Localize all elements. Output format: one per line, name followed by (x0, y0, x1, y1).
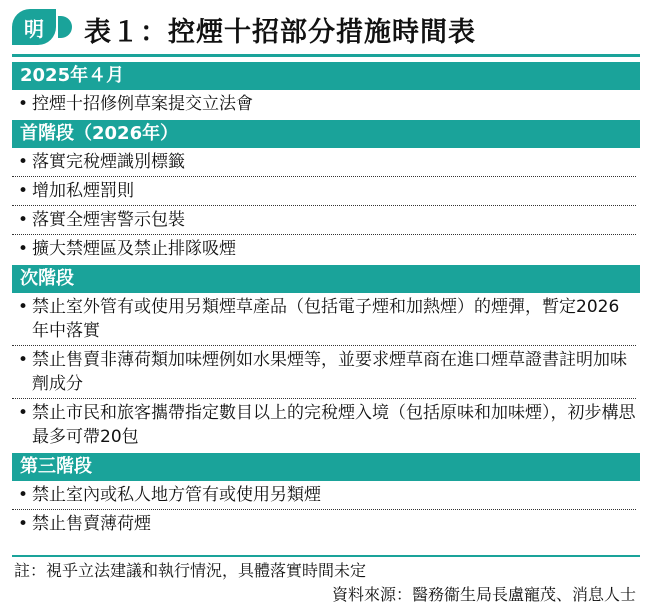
list-item (12, 293, 636, 346)
item-text: 禁止售賣非薄荷類加味煙例如水果煙等，並要求煙草商在進口煙草證書註明加味劑成分 (32, 350, 627, 394)
bullet-icon: • (18, 350, 29, 370)
section-phase-1 (12, 120, 640, 263)
bullet-icon: • (18, 239, 29, 259)
list-item (12, 235, 636, 263)
bullet-icon: • (18, 152, 29, 172)
bullet-icon: • (18, 181, 29, 201)
section-2025-april (12, 62, 640, 118)
list-item (12, 90, 636, 118)
section-phase-2 (12, 265, 640, 451)
source-credit: 資料來源：醫務衞生局長盧寵茂、消息人士 (331, 585, 636, 604)
section-heading: 2025年４月 (12, 62, 640, 90)
list-item (12, 346, 636, 399)
logo-tail-icon (58, 16, 72, 38)
item-text: 擴大禁煙區及禁止排隊吸煙 (32, 239, 236, 259)
item-text: 禁止室外管有或使用另類煙草產品（包括電子煙和加熱煙）的煙彈，暫定2026年中落實 (32, 297, 620, 341)
bullet-icon: • (18, 514, 29, 534)
list-item (12, 177, 636, 206)
timeline-table (12, 60, 640, 538)
item-text: 禁止市民和旅客攜帶指定數目以上的完稅煙入境（包括原味和加味煙），初步構思最多可帶20包 (32, 403, 636, 447)
bullet-icon: • (18, 485, 29, 505)
bullet-icon: • (18, 297, 29, 317)
section-heading: 第三階段 (12, 453, 640, 481)
item-text: 增加私煙罰則 (32, 181, 134, 201)
item-text: 禁止室內或私人地方管有或使用另類煙 (32, 485, 321, 505)
bullet-icon: • (18, 403, 29, 423)
table-title: 表１：控煙十招部分措施時間表 (84, 17, 476, 48)
item-text: 禁止售賣薄荷煙 (32, 514, 151, 534)
section-heading: 次階段 (12, 265, 640, 293)
title-row (12, 6, 640, 52)
list-item (12, 399, 636, 451)
section-phase-3 (12, 453, 640, 538)
list-item (12, 481, 636, 510)
bullet-icon: • (18, 210, 29, 230)
ming-pao-logo: 明 (12, 9, 56, 45)
title-divider (12, 54, 640, 57)
list-item (12, 148, 636, 177)
list-item (12, 510, 636, 538)
footnote: 註：視乎立法建議和執行情況，具體落實時間未定 (14, 561, 367, 580)
item-text: 落實全煙害警示包裝 (32, 210, 185, 230)
footer (12, 555, 640, 607)
section-heading: 首階段（2026年） (12, 120, 640, 148)
item-text: 落實完稅煙識別標籤 (32, 152, 185, 172)
bullet-icon: • (18, 94, 29, 114)
item-text: 控煙十招修例草案提交立法會 (32, 94, 253, 114)
list-item (12, 206, 636, 235)
